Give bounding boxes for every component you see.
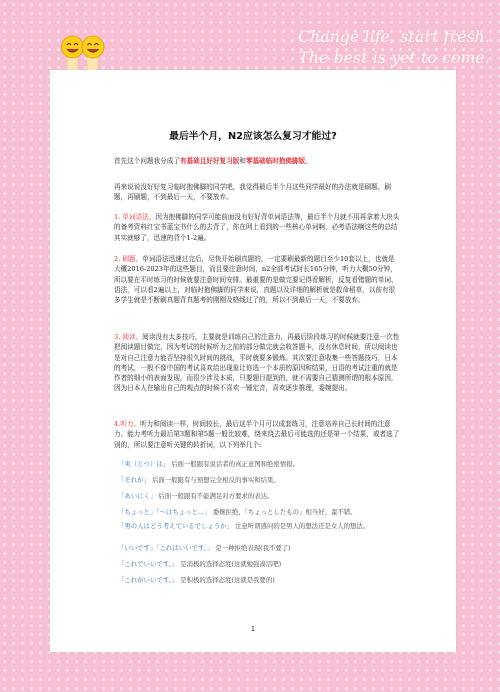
- page-number: 1: [250, 625, 256, 633]
- example-note: 是消极的选择态度(这就勉强凑活吧): [180, 560, 282, 568]
- intro-highlight-1: 有基础且好好复习版: [179, 157, 240, 165]
- intro-mid: 和: [239, 157, 246, 165]
- section-4-label: 4.听力。: [114, 420, 141, 428]
- slogan-line-1: Change life, start fresh.: [298, 28, 490, 46]
- intro-highlight-2: 零基础临时抱佛脚版: [245, 157, 306, 165]
- section-vocab-grammar: [114, 212, 400, 243]
- paragraph-2: 再来说说没好好复习临时抱佛脚的同学吧，我觉得最后半个月这些同学最好的办法就是刷题，刷题，再刷题，不到最后一天，不要放弃。: [114, 183, 391, 202]
- list-item: [118, 491, 404, 501]
- header-band: [0, 0, 500, 78]
- section-1-text: 因为抱佛脚的同学可能前面没有好好背单词语法等，最后半个月就不用再拿着大块头的备考资料红宝书蓝宝书什么的去背了，你在网上看到的一些核心单词啊，必考语法啊这些的总结其实就够了，迅速的背个: [114, 213, 400, 242]
- section-2-label: 2. 刷题。: [114, 255, 143, 263]
- example-phrase: 「これでいいです。」: [118, 560, 179, 568]
- list-item: [118, 559, 404, 569]
- slogan: [298, 27, 490, 69]
- list-item: [118, 507, 404, 517]
- list-item: [118, 521, 404, 531]
- example-note: 后面一般跟有与预想完全相反的事实和结果。: [152, 476, 280, 484]
- intro-suffix: 。: [305, 157, 312, 165]
- section-listening: [114, 419, 400, 450]
- example-note: 委婉拒绝，「ちょっとしたもの」相当好、蛮不错。: [212, 508, 357, 516]
- list-item: [118, 459, 404, 469]
- document-title: 最后半个月，N2应该怎么复习才能过?: [169, 131, 337, 142]
- document-page: [50, 70, 456, 652]
- example-note: 是积极的选择态度(这就是我要的): [180, 576, 275, 584]
- example-phrase: 「いいです」「これはいいです。」: [118, 544, 214, 552]
- section-practice: [114, 254, 400, 305]
- smiley-mascot-icon: [60, 34, 106, 74]
- list-item: [118, 543, 404, 553]
- intro-prefix: 首先这个问题我分成了: [114, 157, 180, 165]
- section-2-text: 单词语法迅速过完后，尽快开始刷真题的，一定要刷最新的题目至少10套以上，也就是大概2016-2023年的这些题目，而且要注意时间，n2全部考试时长165分钟，听力大概50分钟，所以要在平时练习的时候就要注意时间安排。最重要的是做完要记得看解析，反复看错题的单词、语法，可以看2遍以上，对临时抱佛脚的同学来说，真题以及详细的解析就是救命稻草，以前有很多学生就是不断刷真题背真题考的刚刚及格线过了的，所以不到最后一天，不要放弃。: [114, 255, 398, 305]
- example-phrase: 「あいにく」: [118, 492, 157, 500]
- section-1-label: 1. 单词语法。: [114, 213, 156, 221]
- example-note: 后面一般跟有不能满足对方要求的表达。: [158, 492, 274, 500]
- section-3-label: 3. 阅读。: [114, 333, 143, 341]
- intro-paragraph: [114, 156, 400, 166]
- section-4-text: 听力和阅读一样，时间较长，最后这半个月可以成套练习，注意培养自己长时间的注意力。能力考听力最后第3题和第5题一般比较难，绕来绕去最后可能选的还是第一个结果，或者选了别的，所以要注意听关键的转折词，以下列举几个:: [114, 420, 400, 449]
- example-phrase: 「男の人はどう考えているでしょうか」: [118, 522, 233, 530]
- section-3-text: 阅读没有太多技巧，主要就是训练自己的注意力，再最后阶段练习的时候就要注意一次性把阅读题目做完，因为考试的时候听力之前的部分做完就会收答题卡，没有休息时间，所以阅读也是对自己注意力能否坚持很久时间的挑战，平时就要多锻炼。其次要注意收集一些答题技巧，日本的考试，一般不像中国的考试喜欢给出现象让你选一个本质的原因和结果，日语的考试注重的就是作者的细小的表面发现，而很少涉及本质，只要题目提到的，就不需要自己猜测所谓的根本原因，因为日本人在输出自己的观点的时候不喜欢一锤定音，喜欢逐步推理，委婉提出。: [114, 333, 400, 393]
- list-item: [118, 475, 404, 485]
- slogan-line-2: The best is yet to come.: [298, 49, 490, 67]
- list-item: [118, 575, 404, 585]
- example-note: 注意听谓惑问的是男人的想法还是女人的想法。: [235, 522, 370, 530]
- example-note: 是一种拒绝表现(我不要了): [215, 544, 291, 552]
- section-reading: [114, 332, 400, 394]
- example-note: 后面一般跟有说话者的真正意图和绝密情报。: [171, 460, 299, 468]
- example-phrase: 「それが」: [118, 476, 150, 484]
- example-phrase: 「ちょっと」「～はちょっと…」: [118, 508, 211, 516]
- section-1-tail: 遍。: [197, 233, 211, 242]
- example-phrase: 「これがいいです。」: [118, 576, 179, 584]
- example-phrase: 「実（じつ）は」: [118, 460, 170, 468]
- section-1-num: 1-2: [186, 233, 198, 242]
